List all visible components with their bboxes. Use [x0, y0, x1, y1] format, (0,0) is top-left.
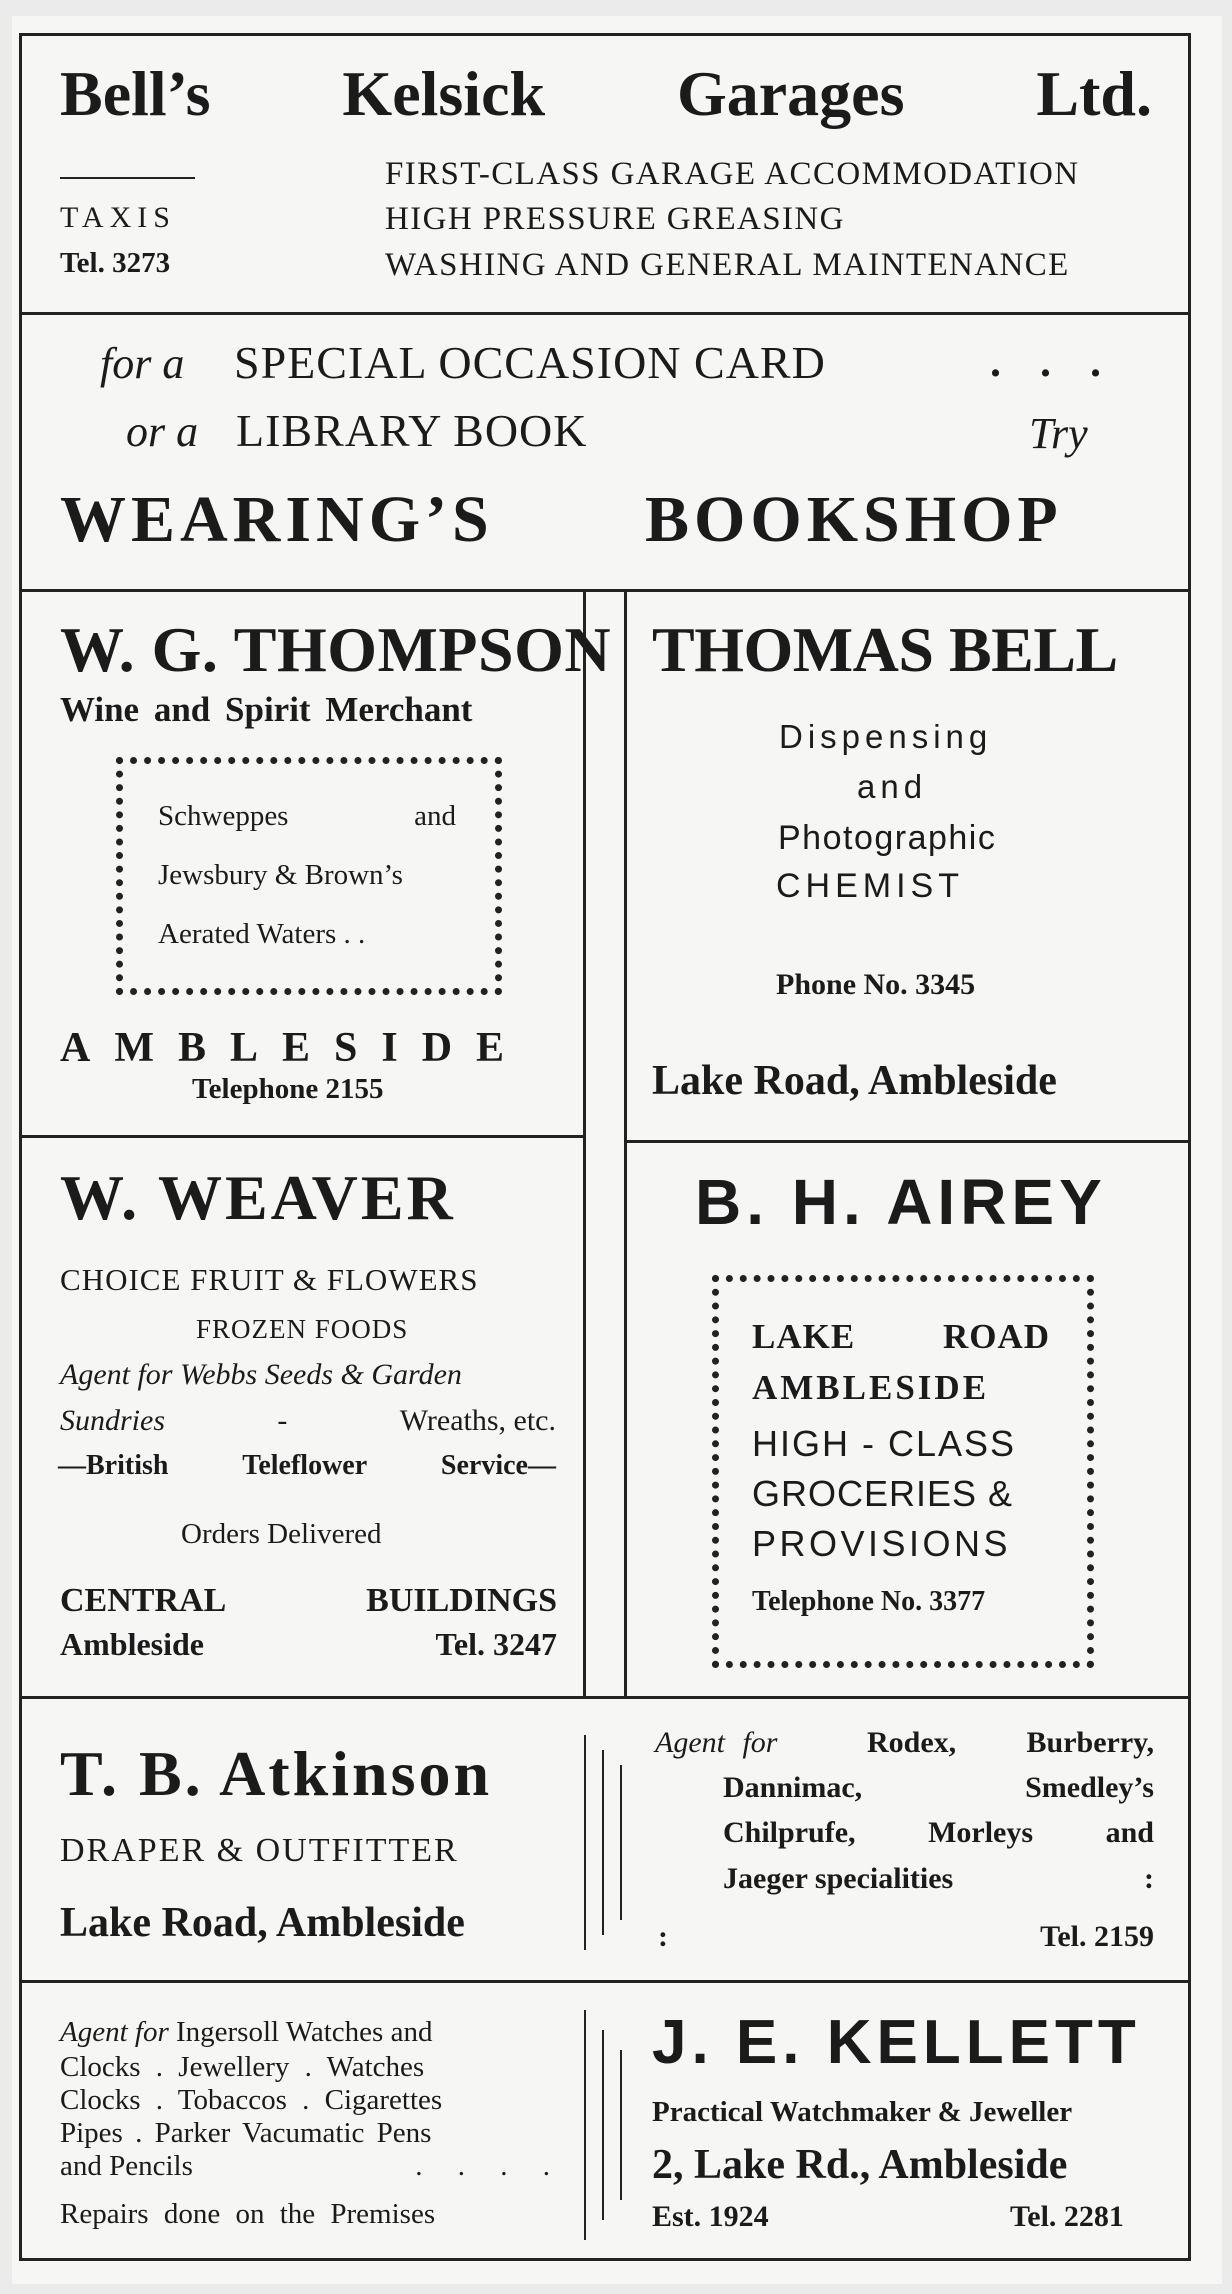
weaver-line: FROZEN FOODS	[196, 1314, 409, 1344]
atkinson-agent-text: Chilprufe,	[723, 1816, 856, 1849]
airey-line: GROCERIES &	[752, 1473, 1014, 1514]
thompson-box-line: Jewsbury & Brown’s	[158, 859, 403, 891]
airey-name: B. H. AIREY	[695, 1166, 1107, 1238]
kellett-agent-text: Ingersoll Watches and	[176, 2016, 433, 2048]
kellett-agent-line	[60, 2018, 432, 2047]
bells-title-word: Garages	[676, 58, 905, 129]
triple-rule-atkinson	[620, 1765, 622, 1920]
atkinson-address: Lake Road, Ambleside	[60, 1900, 465, 1946]
garage-service: HIGH PRESSURE GREASING	[385, 201, 845, 237]
wearing-for-a: for a	[100, 339, 185, 388]
atkinson-agent-text: Morleys	[928, 1816, 1034, 1849]
thompson-name: W. G. THOMPSON	[60, 614, 612, 685]
atkinson-agent-text: and	[1105, 1816, 1154, 1849]
kellett-agent-prefix: Agent for	[60, 2016, 169, 2048]
kellett-repairs: Repairs done on the Premises	[60, 2198, 436, 2230]
triple-rule-kellett	[584, 2010, 586, 2240]
airey-line: HIGH - CLASS	[752, 1423, 1017, 1464]
airey-text: ROAD	[942, 1317, 1050, 1356]
divider-bells	[19, 312, 1191, 315]
garage-service: FIRST-CLASS GARAGE ACCOMMODATION	[385, 156, 1080, 192]
chemist-line: Dispensing	[779, 718, 993, 755]
chemist-line: Photographic	[778, 819, 997, 857]
taxis-label: TAXIS	[60, 201, 176, 234]
thompson-subtitle: Wine and Spirit Merchant	[60, 690, 473, 729]
airey-text: LAKE	[752, 1317, 856, 1356]
bookshop-name: BOOKSHOP	[645, 483, 1063, 556]
kellett-established: Est. 1924	[652, 2200, 769, 2233]
thompson-box-text: Schweppes	[158, 800, 289, 832]
atkinson-agent-prefix: Agent for	[655, 1726, 778, 1759]
weaver-line: CHOICE FRUIT & FLOWERS	[60, 1262, 479, 1297]
weaver-name: W. WEAVER	[60, 1162, 456, 1233]
weaver-text: Sundries	[60, 1404, 165, 1437]
weaver-text: BUILDINGS	[366, 1582, 557, 1619]
atkinson-agent-text: Jaeger specialities	[723, 1862, 954, 1895]
weaver-text: —British	[58, 1450, 169, 1481]
atkinson-agent-text: :	[1144, 1862, 1154, 1895]
kellett-trade: Practical Watchmaker & Jeweller	[652, 2096, 1073, 2128]
atkinson-agent-text: Dannimac,	[723, 1771, 863, 1804]
divider-thomas-bell	[626, 1140, 1191, 1143]
atkinson-trade: DRAPER & OUTFITTER	[60, 1832, 459, 1869]
kellett-agent-line	[60, 2152, 550, 2181]
thomas-bell-phone: Phone No. 3345	[776, 968, 976, 1001]
wearing-or-a: or a	[126, 407, 199, 456]
chemist-title: CHEMIST	[776, 867, 964, 905]
chemist-line: and	[857, 768, 928, 805]
kellett-agent-line: Pipes . Parker Vacumatic Pens	[60, 2117, 432, 2149]
thompson-telephone: Telephone 2155	[192, 1073, 384, 1105]
kellett-agent-line: Clocks . Jewellery . Watches	[60, 2051, 425, 2083]
thompson-town: AMBLESIDE	[60, 1025, 529, 1071]
bells-title-word: Ltd.	[1036, 58, 1152, 129]
weaver-line	[60, 1406, 556, 1436]
wearing-ellipsis: . . .	[990, 337, 1115, 386]
bells-title-word: Bell’s	[60, 58, 211, 129]
column-divider-left	[583, 591, 586, 1697]
thompson-box-line	[158, 802, 456, 831]
kellett-agent-text: . . . .	[415, 2150, 550, 2182]
airey-line: PROVISIONS	[752, 1523, 1012, 1564]
kellett-telephone: Tel. 2281	[1010, 2200, 1124, 2233]
weaver-text: Teleflower	[242, 1450, 368, 1481]
kellett-address: 2, Lake Rd., Ambleside	[652, 2142, 1068, 2188]
thomas-bell-name: THOMAS BELL	[652, 614, 1118, 685]
taxis-rule	[60, 177, 195, 179]
kellett-name: J. E. KELLETT	[652, 2008, 1141, 2077]
kellett-agent-text: and Pencils	[60, 2150, 193, 2182]
weaver-text: Service—	[440, 1450, 556, 1481]
triple-rule-kellett	[620, 2050, 622, 2200]
teleflower-line	[58, 1452, 556, 1480]
atkinson-agent-text: Tel. 2159	[1040, 1920, 1154, 1953]
garage-service: WASHING AND GENERAL MAINTENANCE	[385, 247, 1070, 283]
weaver-text: Ambleside	[60, 1626, 204, 1662]
atkinson-agent-line	[723, 1864, 1154, 1894]
weaver-address	[60, 1584, 557, 1618]
thomas-bell-address: Lake Road, Ambleside	[652, 1058, 1057, 1104]
weaver-text: Wreaths, etc.	[399, 1404, 556, 1437]
weaver-text: Tel. 3247	[435, 1626, 557, 1662]
divider-weaver-airey	[19, 1696, 1191, 1699]
atkinson-agent-line	[658, 1922, 1154, 1952]
divider-wearing	[19, 589, 1191, 592]
thompson-box-text: and	[414, 800, 456, 832]
atkinson-agent-line	[723, 1773, 1154, 1803]
column-divider-right	[624, 591, 627, 1697]
bells-title-word: Kelsick	[342, 58, 546, 129]
bells-garage-title	[60, 58, 1152, 129]
triple-rule-atkinson	[602, 1750, 604, 1935]
airey-line: AMBLESIDE	[752, 1368, 990, 1407]
weaver-address	[60, 1628, 557, 1660]
divider-thompson	[19, 1135, 586, 1138]
wearing-library-book: LIBRARY BOOK	[236, 405, 588, 456]
triple-rule-kellett	[602, 2030, 604, 2220]
weaver-line: Orders Delivered	[181, 1518, 382, 1550]
airey-line	[752, 1319, 1050, 1354]
atkinson-agent-line	[723, 1818, 1154, 1848]
bells-telephone: Tel. 3273	[60, 247, 171, 279]
airey-telephone: Telephone No. 3377	[752, 1586, 986, 1617]
weaver-text: -	[277, 1404, 288, 1437]
wearing-name: WEARING’S	[60, 483, 494, 556]
atkinson-name: T. B. Atkinson	[60, 1738, 493, 1809]
atkinson-agent-text: Burberry,	[1026, 1726, 1154, 1759]
divider-atkinson	[19, 1980, 1191, 1983]
atkinson-agent-line	[867, 1728, 1154, 1758]
wearing-try: Try	[1029, 409, 1088, 458]
weaver-line: Agent for Webbs Seeds & Garden	[60, 1358, 462, 1391]
atkinson-agent-text: Smedley’s	[1025, 1771, 1154, 1804]
thompson-box-line: Aerated Waters . .	[158, 918, 366, 950]
atkinson-agent-text: Rodex,	[867, 1726, 957, 1759]
atkinson-agent-text: :	[658, 1920, 668, 1953]
triple-rule-atkinson	[584, 1735, 586, 1950]
kellett-agent-line: Clocks . Tobaccos . Cigarettes	[60, 2084, 443, 2116]
weaver-text: CENTRAL	[60, 1582, 227, 1619]
wearing-special-card: SPECIAL OCCASION CARD	[234, 337, 826, 388]
